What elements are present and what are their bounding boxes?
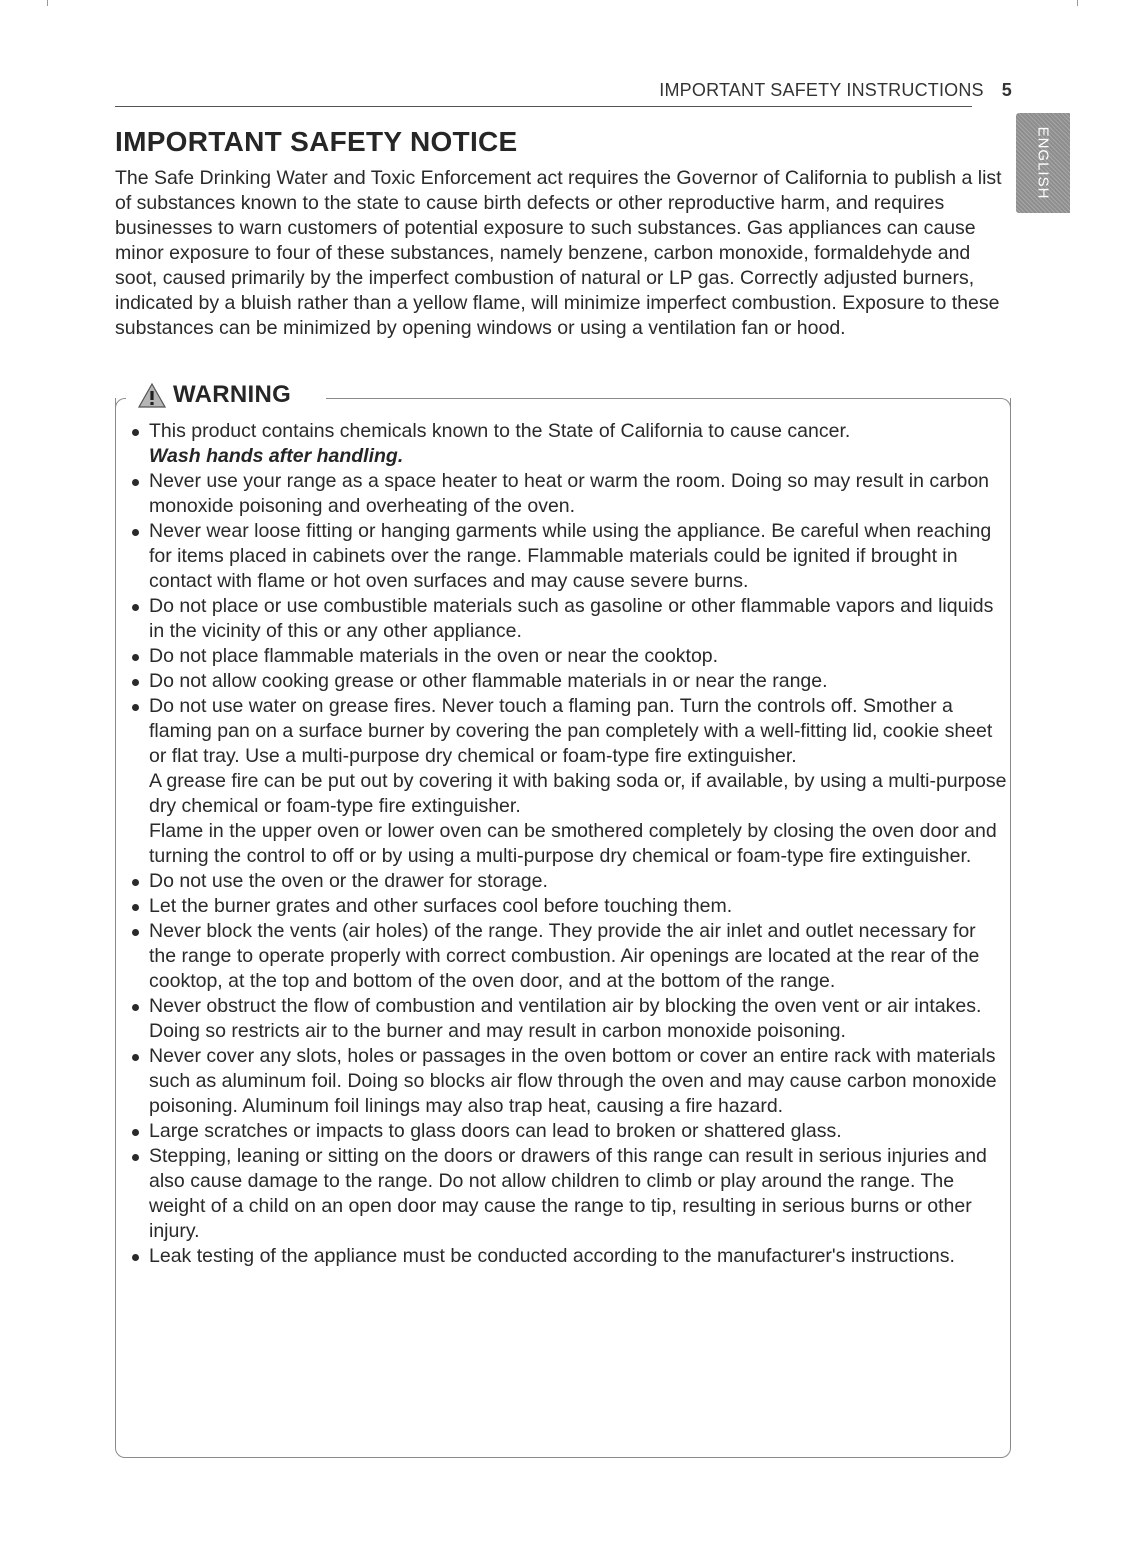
warning-item-text: Never obstruct the flow of combustion and ventilation air by blocking the oven vent or air intakes. Doing so restricts air to the burner and may result in carbon monoxide poisoning.: [149, 995, 982, 1042]
warning-item: [128, 869, 1008, 894]
crop-mark: [1077, 0, 1078, 6]
warning-item-text: Do not use water on grease fires. Never touch a flaming pan. Turn the controls off. Smother a flaming pan on a surface burner by covering the pan completely with a well-fitting lid, cookie sheet or flat tray. Use a multi-purpose dry chemical or foam-type fire extinguisher.: [149, 695, 993, 767]
warning-item: [128, 669, 1008, 694]
warning-list: [128, 419, 1008, 1269]
warning-item: [128, 1244, 1008, 1269]
language-tab-label: ENGLISH: [1034, 126, 1052, 200]
warning-item-text: Do not use the oven or the drawer for storage.: [149, 870, 548, 892]
section-title: IMPORTANT SAFETY INSTRUCTIONS: [659, 80, 984, 100]
warning-item-text: Never wear loose fitting or hanging garments while using the appliance. Be careful when reaching for items placed in cabinets over the range. Flammable materials could be ignited if brought in contact with flame or hot oven surfaces and may cause severe burns.: [149, 520, 992, 592]
warning-item: [128, 694, 1008, 869]
warning-item-paragraph: Flame in the upper oven or lower oven can be smothered completely by closing the oven door and turning the control to off or by using a multi-purpose dry chemical or foam-type fire extinguisher.: [149, 820, 997, 867]
notice-title: IMPORTANT SAFETY NOTICE: [115, 126, 518, 157]
warning-item-text: Stepping, leaning or sitting on the doors or drawers of this range can result in serious injuries and also cause damage to the range. Do not allow children to climb or play around the range. The weight of a child on an open door may cause the range to tip, resulting in serious burns or other injury.: [149, 1145, 987, 1242]
warning-item-text: Do not place flammable materials in the oven or near the cooktop.: [149, 645, 719, 667]
crop-mark: [47, 0, 48, 6]
warning-item: [128, 919, 1008, 994]
warning-item: [128, 519, 1008, 594]
warning-heading: [132, 381, 297, 409]
running-header: [115, 80, 1012, 101]
warning-item: [128, 1044, 1008, 1119]
warning-item: [128, 1144, 1008, 1244]
warning-title: WARNING: [173, 381, 292, 408]
warning-item-text: Never use your range as a space heater to heat or warm the room. Doing so may result in carbon monoxide poisoning and overheating of the oven.: [149, 470, 990, 517]
warning-item-text: Do not allow cooking grease or other flammable materials in or near the range.: [149, 670, 828, 692]
warning-item: [128, 644, 1008, 669]
warning-item: [128, 894, 1008, 919]
warning-item-text: Let the burner grates and other surfaces cool before touching them.: [149, 895, 733, 917]
warning-item-text: Do not place or use combustible materials such as gasoline or other flammable vapors and liquids in the vicinity of this or any other appliance.: [149, 595, 994, 642]
warning-item-text: Never block the vents (air holes) of the range. They provide the air inlet and outlet necessary for the range to operate properly with correct combustion. Air openings are located at the rear of the cooktop, at the top and bottom of the oven door, and at the bottom of the range.: [149, 920, 980, 992]
warning-item-text: This product contains chemicals known to the State of California to cause cancer.: [149, 420, 851, 442]
warning-box-border: [326, 398, 1011, 409]
warning-box-corner: [115, 398, 126, 409]
warning-triangle-icon: [138, 383, 166, 408]
warning-item-text: Never cover any slots, holes or passages in the oven bottom or cover an entire rack with materials such as aluminum foil. Doing so blocks air flow through the oven and may cause carbon monoxide poisoning. Aluminum foil linings may also trap heat, causing a fire hazard.: [149, 1045, 997, 1117]
page-number: 5: [1001, 80, 1012, 100]
warning-item: [128, 469, 1008, 519]
warning-item-emphasis: Wash hands after handling.: [149, 445, 404, 467]
warning-item: [128, 419, 1008, 469]
notice-body: The Safe Drinking Water and Toxic Enforcement act requires the Governor of California to publish a list of substances known to the state to cause birth defects or other reproductive harm, and requires businesses to warn customers of potential exposure to such substances. Gas appliances can cause minor exposure to four of these substances, namely benzene, carbon monoxide, formaldehyde and soot, caused primarily by the imperfect combustion of natural or LP gas. Correctly adjusted burners, indicated by a bluish rather than a yellow flame, will minimize imperfect combustion. Exposure to these substances can be minimized by opening windows or using a ventilation fan or hood.: [115, 167, 1002, 339]
header-divider: [115, 106, 972, 107]
warning-item-text: Large scratches or impacts to glass doors can lead to broken or shattered glass.: [149, 1120, 842, 1142]
warning-item: [128, 1119, 1008, 1144]
language-tab: [1016, 113, 1070, 213]
warning-item-text: Leak testing of the appliance must be conducted according to the manufacturer's instructions.: [149, 1245, 955, 1267]
warning-item-paragraph: A grease fire can be put out by covering it with baking soda or, if available, by using a multi-purpose dry chemical or foam-type fire extinguisher.: [149, 770, 1007, 817]
warning-item: [128, 994, 1008, 1044]
warning-item: [128, 594, 1008, 644]
warning-box: [115, 381, 1011, 1458]
